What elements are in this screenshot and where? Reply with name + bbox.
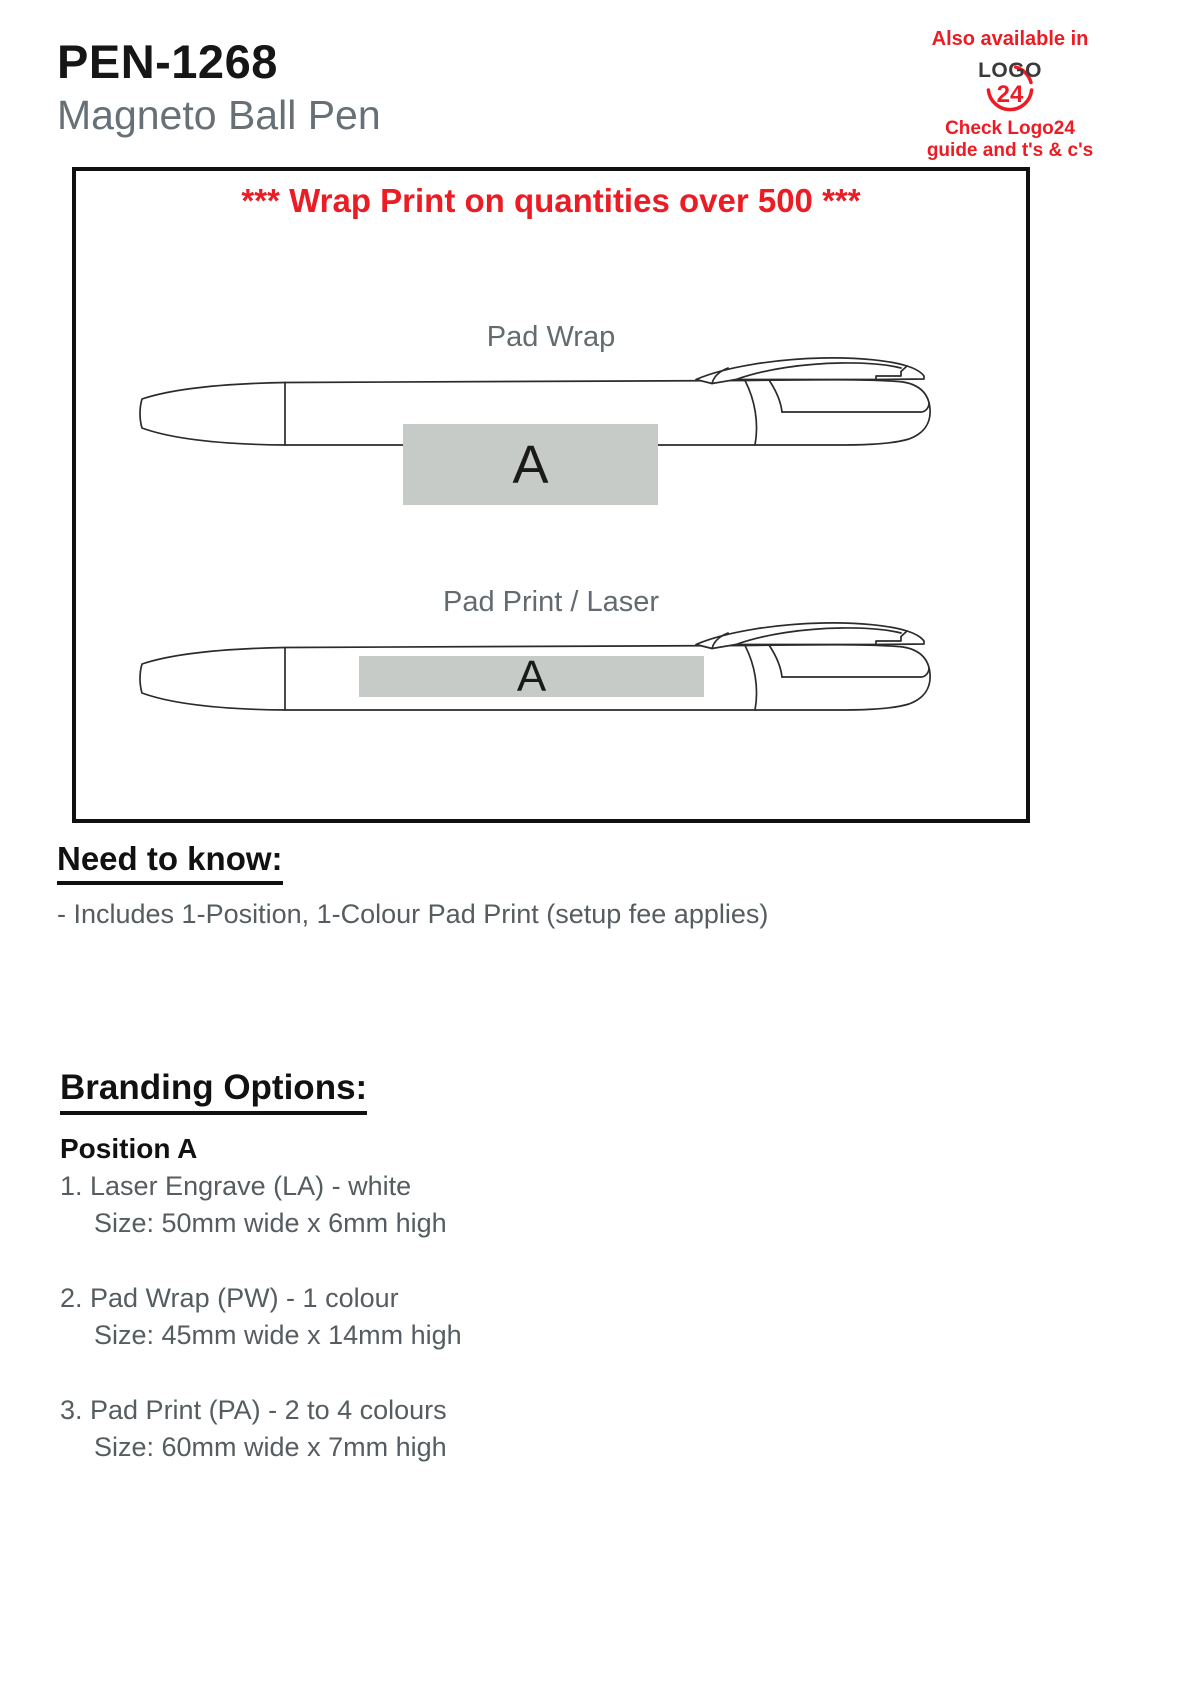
pen2-position-letter: A <box>516 651 547 701</box>
print-position-diagram <box>72 167 1030 823</box>
branding-options-heading: Branding Options: <box>60 1068 367 1115</box>
logo24-note-line2: guide and t's & c's <box>926 140 1094 161</box>
position-a-heading: Position A <box>60 1133 198 1164</box>
logo24-icon <box>972 55 1048 115</box>
also-available-text: Also available in <box>931 28 1089 50</box>
logo24-note <box>885 118 1135 162</box>
branding-option-3 <box>60 1392 447 1466</box>
branding-option-2 <box>60 1280 462 1354</box>
branding-option-1 <box>60 1168 447 1242</box>
need-to-know-item: - Includes 1-Position, 1-Colour Pad Print (setup fee applies) <box>57 899 769 929</box>
logo24-word: LOGO <box>978 59 1042 82</box>
wrap-print-banner: *** Wrap Print on quantities over 500 *** <box>241 182 861 219</box>
product-name: Magneto Ball Pen <box>57 92 381 138</box>
branding-option-1-title: 1. Laser Engrave (LA) - white <box>60 1171 412 1201</box>
branding-option-3-size: Size: 60mm wide x 7mm high <box>94 1432 447 1462</box>
branding-option-2-size: Size: 45mm wide x 14mm high <box>94 1320 462 1350</box>
branding-option-1-size: Size: 50mm wide x 6mm high <box>94 1208 447 1238</box>
branding-option-2-title: 2. Pad Wrap (PW) - 1 colour <box>60 1283 399 1313</box>
pen2-label: Pad Print / Laser <box>443 586 659 618</box>
pen1-label: Pad Wrap <box>486 321 616 353</box>
logo24-number: 24 <box>996 81 1024 108</box>
pen2-print-area <box>359 651 704 701</box>
logo24-note-line1: Check Logo24 <box>945 118 1075 139</box>
pen1-position-letter: A <box>512 434 549 495</box>
product-code: PEN-1268 <box>57 35 278 88</box>
pen1-print-area <box>403 424 658 505</box>
branding-option-3-title: 3. Pad Print (PA) - 2 to 4 colours <box>60 1395 447 1425</box>
need-to-know-heading: Need to know: <box>57 840 283 885</box>
logo24-block <box>885 28 1135 162</box>
